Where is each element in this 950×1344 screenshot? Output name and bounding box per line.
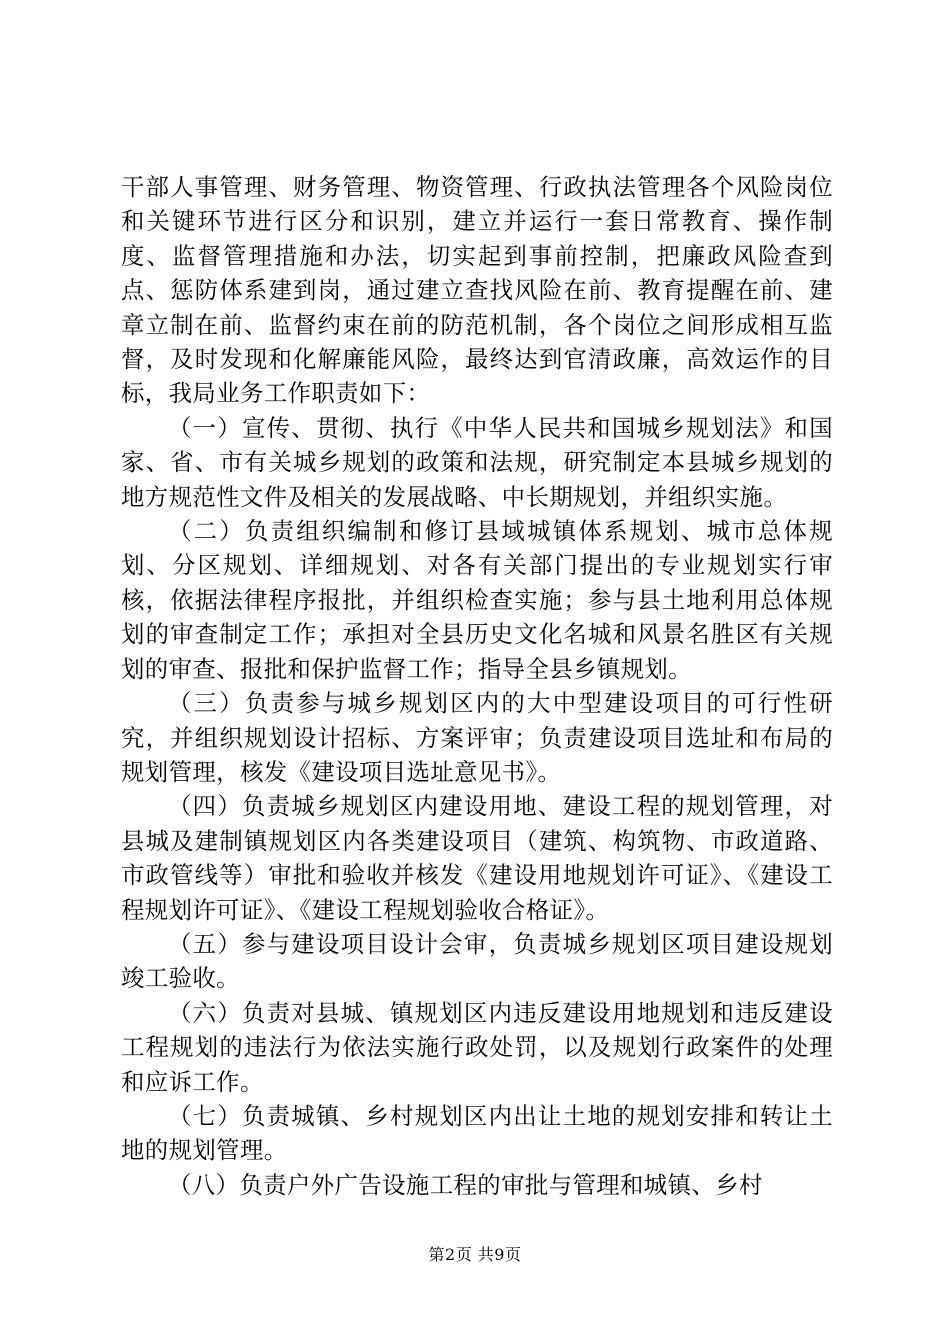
paragraph-item-2: （二）负责组织编制和修订县域城镇体系规划、城市总体规划、分区规划、详细规划、对各有关部门提出的专业规划实行审核，依据法律程序报批，并组织检查实施；参与县土地利用总体规划的审查制定工作；承担对全县历史文化名城和风景名胜区有关规划的审查、报批和保护监督工作；指导全县乡镇规划。 (121, 517, 833, 683)
paragraph-item-3: （三）负责参与城乡规划区内的大中型建设项目的可行性研究，并组织规划设计招标、方案评审；负责建设项目选址和布局的规划管理，核发《建设项目选址意见书》。 (121, 689, 833, 786)
page-number-footer: 第2页 共9页 (428, 1245, 522, 1264)
document-body (121, 170, 833, 1202)
paragraph-item-6: （六）负责对县城、镇规划区内违反建设用地规划和违反建设工程规划的违法行为依法实施行政处罚，以及规划行政案件的处理和应诉工作。 (121, 998, 833, 1096)
paragraph-item-8: （八）负责户外广告设施工程的审批与管理和城镇、乡村 (168, 1170, 763, 1199)
paragraph-item-1: （一）宣传、贯彻、执行《中华人民共和国城乡规划法》和国家、省、市有关城乡规划的政策和法规，研究制定本县城乡规划的地方规范性文件及相关的发展战略、中长期规划，并组织实施。 (121, 413, 833, 511)
paragraph-continuation: 干部人事管理、财务管理、物资管理、行政执法管理各个风险岗位和关键环节进行区分和识别，建立并运行一套日常教育、操作制度、监督管理措施和办法，切实起到事前控制，把廉政风险查到点、惩防体系建到岗，通过建立查找风险在前、教育提醒在前、建章立制在前、监督约束在前的防范机制，各个岗位之间形成相互监督，及时发现和化解廉能风险，最终达到官清政廉，高效运作的目标，我局业务工作职责如下： (121, 173, 833, 408)
paragraph-item-4: （四）负责城乡规划区内建设用地、建设工程的规划管理，对县城及建制镇规划区内各类建设项目（建筑、构筑物、市政道路、市政管线等）审批和验收并核发《建设用地规划许可证》、《建设工程规划许可证》、《建设工程规划验收合格证》。 (121, 792, 833, 924)
paragraph-item-5: （五）参与建设项目设计会审，负责城乡规划区项目建设规划竣工验收。 (121, 929, 833, 993)
paragraph-item-7: （七）负责城镇、乡村规划区内出让土地的规划安排和转让土地的规划管理。 (121, 1101, 833, 1165)
